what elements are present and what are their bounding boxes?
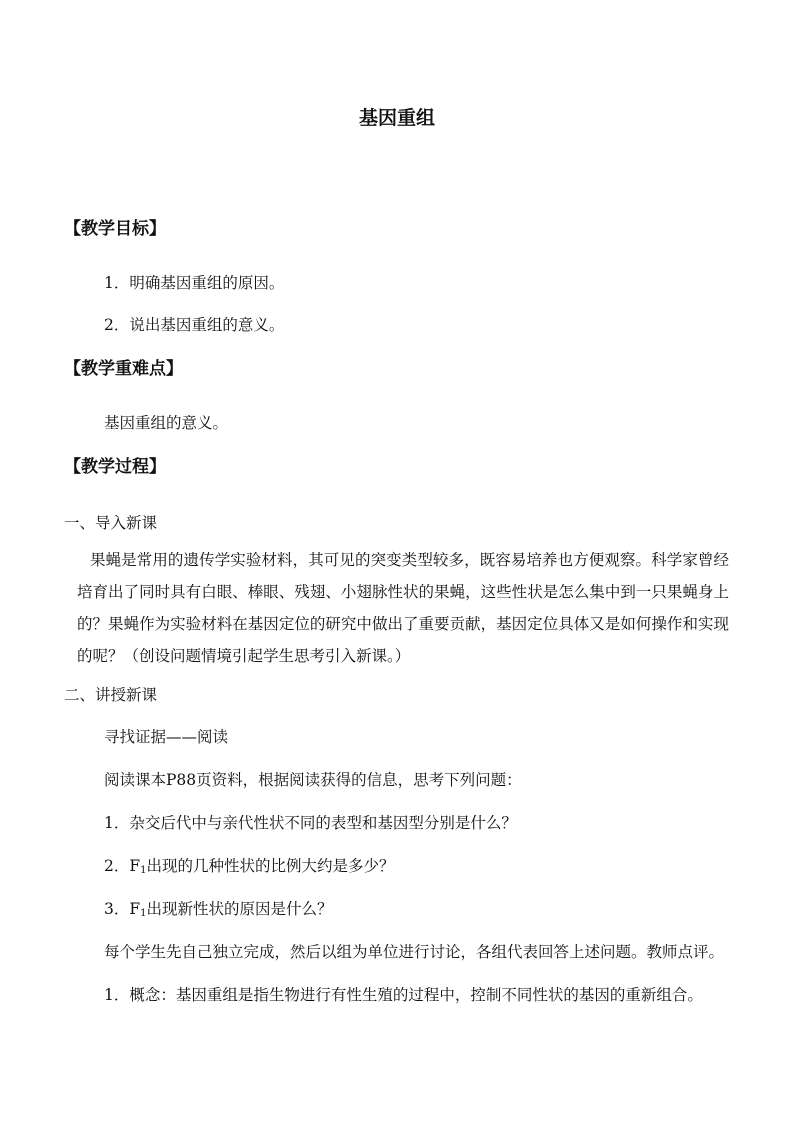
objective-item-1: 1．明确基因重组的原因。	[104, 274, 285, 292]
section-heading-key-points: 【教学重难点】	[64, 359, 183, 379]
question-1: 1．杂交后代中与亲代性状不同的表型和基因型分别是什么？	[104, 814, 517, 832]
question-2-suffix: 出现的几种性状的比例大约是多少？	[146, 857, 395, 875]
subsection-heading-lecture: 二、讲授新课	[64, 686, 158, 704]
question-3-subscript: 1	[140, 908, 147, 919]
question-3-suffix: 出现新性状的原因是什么？	[146, 900, 333, 918]
section-heading-process: 【教学过程】	[64, 457, 166, 477]
question-3	[104, 899, 333, 919]
section-heading-objectives: 【教学目标】	[64, 219, 166, 239]
question-2-subscript: 1	[140, 865, 147, 876]
question-2	[104, 856, 395, 876]
reading-instruction: 阅读课本P88页资料，根据阅读获得的信息，思考下列问题：	[104, 771, 522, 789]
key-points-text: 基因重组的意义。	[104, 414, 229, 432]
question-3-prefix: 3．F	[104, 900, 141, 918]
discussion-instruction: 每个学生先自己独立完成，然后以组为单位进行讨论，各组代表回答上述问题。教师点评。	[104, 943, 725, 961]
question-2-prefix: 2．F	[104, 857, 141, 875]
concept-definition: 1．概念：基因重组是指生物进行有性生殖的过程中，控制不同性状的基因的重新组合。	[104, 986, 703, 1004]
intro-paragraph: 果蝇是常用的遗传学实验材料，其可见的突变类型较多，既容易培养也方便观察。科学家曾经培育出了同时具有白眼、棒眼、残翅、小翅脉性状的果蝇，这些性状是怎么集中到一只果蝇身上的？果蝇作为实验材料在基因定位的研究中做出了重要贡献，基因定位具体又是如何操作和实现的呢？（创设问题情境引起学生思考引入新课。）	[77, 551, 729, 665]
evidence-line: 寻找证据——阅读	[104, 728, 229, 746]
subsection-heading-intro: 一、导入新课	[64, 514, 158, 532]
page-title: 基因重组	[358, 107, 435, 129]
objective-item-2: 2．说出基因重组的意义。	[104, 316, 285, 334]
